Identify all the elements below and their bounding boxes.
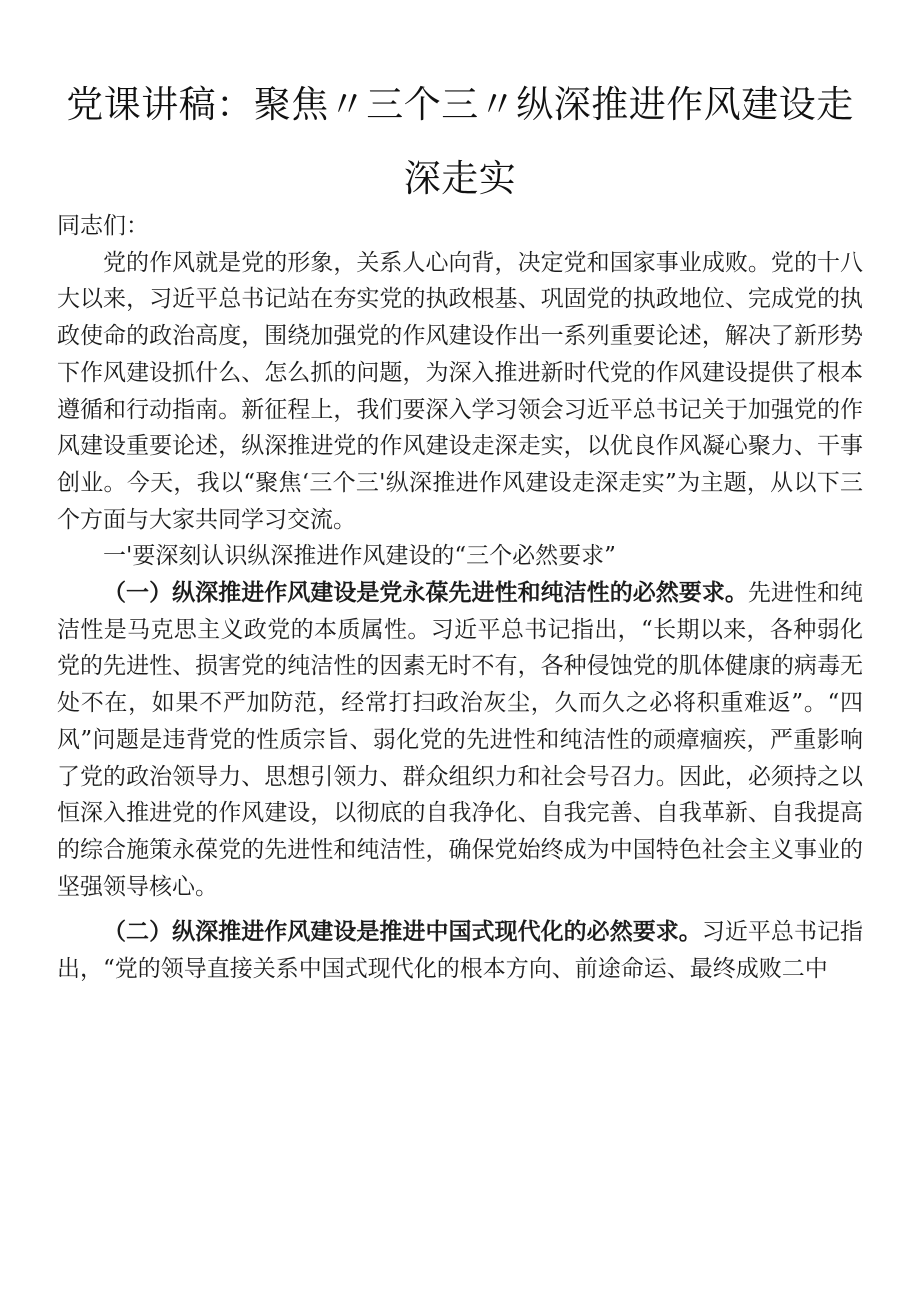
subsection-2-paragraph [57, 914, 863, 987]
intro-paragraph: 党的作风就是党的形象，关系人心向背，决定党和国家事业成败。党的十八大以来，习近平总书记站在夯实党的执政根基、巩固党的执政地位、完成党的执政使命的政治高度，围绕加强党的作风建设作出一系列重要论述，解决了新形势下作风建设抓什么、怎么抓的问题，为深入推进新时代党的作风建设提供了根本遵循和行动指南。新征程上，我们要深入学习领会习近平总书记关于加强党的作风建设重要论述，纵深推进党的作风建设走深走实，以优良作风凝心聚力、干事创业。今天，我以“聚焦‘三个三'纵深推进作风建设走深走实”为主题，从以下三个方面与大家共同学习交流。 [57, 249, 863, 533]
salutation: 同志们： [57, 213, 149, 239]
section-heading: 一'要深刻认识纵深推进作风建设的“三个必然要求” [103, 543, 616, 570]
subsection-2-heading: （二）纵深推进作风建设是推进中国式现代化的必然要求。 [103, 918, 702, 946]
subsection-1-heading: （一）纵深推进作风建设是党永葆先进性和纯洁性的必然要求。 [103, 579, 748, 607]
document-title: 党课讲稿：聚焦〃三个三〃纵深推进作风建设走深走实 [66, 83, 854, 200]
subsection-1-body: 先进性和纯洁性是马克思主义政党的本质属性。习近平总书记指出，“长期以来，各种弱化党的先进性、损害党的纯洁性的因素无时不有，各种侵蚀党的肌体健康的病毒无处不在，如果不严加防范，经常打扫政治灰尘，久而久之必将积重难返”。“四风”问题是违背党的性质宗旨、弱化党的先进性和纯洁性的顽瘴痼疾，严重影响了党的政治领导力、思想引领力、群众组织力和社会号召力。因此，必须持之以恒深入推进党的作风建设，以彻底的自我净化、自我完善、自我革新、自我提高的综合施策永葆党的先进性和纯洁性，确保党始终成为中国特色社会主义事业的坚强领导核心。 [57, 580, 863, 900]
subsection-1-paragraph [57, 575, 863, 905]
document-body [57, 208, 863, 988]
subsection-2-body: 习近平总书记指出，“党的领导直接关系中国式现代化的根本方向、前途命运、最终成败二中 [57, 919, 863, 983]
